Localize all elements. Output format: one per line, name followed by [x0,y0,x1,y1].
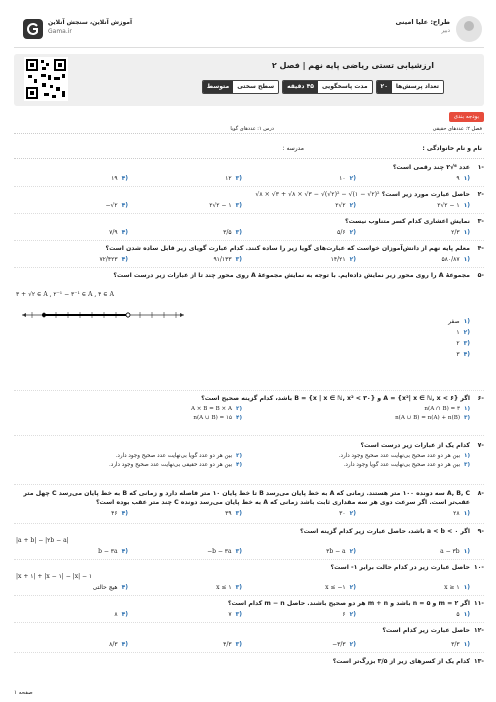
option-value: ۷/۹ [109,229,118,236]
options [14,406,484,424]
option-value: ۳۰ [339,510,346,517]
option-value: n(A ∪ B) = ۱۵ [193,415,233,421]
exam-info-box [14,54,484,106]
option-1[interactable]: (۱ ۵۸۰/۸۷ [441,256,470,263]
option-value: هیچ حالتی [92,584,118,591]
question-number: -۷ [477,442,484,449]
author-block [395,18,450,34]
question-text: A, B, C سه دونده ۱۰۰ متر هستند. زمانی که A به خط پایان می‌رسد B تا خط پایان ۱۰ متر فاصله دارد و زمانی که B به خط پایان می‌رسد C چهل متر عقب‌تر است. اگر سرعت دوی هر سه مقداری ثابت باشد زمانی که A به خط پایان می‌رسد دونده C چند متر عقب بوده است؟ [23,490,470,506]
divider [14,652,484,653]
divider [14,523,484,524]
option-value: ۵۸۰/۸۷ [441,256,460,263]
divider [14,186,484,187]
question-2 [14,190,484,209]
option-2[interactable]: (۲ ۳۰ [339,510,356,517]
question-math: √۸ × √۳ + √۸ × √۳ − √(√۲)² − √(۱ − √۲)² [255,191,380,198]
author-name: طراح: علیا امینی [395,18,450,26]
option-1[interactable]: (۱ ۵ [456,611,470,618]
option-2[interactable]: (۲ x ≤ −۱ [325,584,356,591]
header [14,12,484,48]
budget-lesson: درس ۱: عددهای گویا [230,126,274,132]
question-number: -۲ [477,191,484,198]
option-value: ۹۱/۱۳۳ [213,256,232,263]
option-value: ۶ [342,611,346,618]
question-text: اگر A = {x²| x ∈ ℕ, x < ۶} و B = {x | x ∈ ℕ, x² < ۳۰} باشد، کدام گزینه صحیح است؟ [201,395,470,402]
exam-page [14,12,484,692]
school-label: مدرسه : [282,145,304,152]
chip-value: ۴۵ دقیقه [283,81,318,93]
question-number: -۱۲ [473,627,484,634]
option-value: ۲√۲ − ۱ [437,202,460,209]
option-4[interactable]: (۴ ۳ [456,351,470,358]
page-footer: صفحه ۱ [14,690,33,696]
options [14,510,484,517]
option-3[interactable]: (۳ ۱۲ [225,175,242,182]
gama-logo-icon [22,18,44,40]
question-12 [14,626,484,648]
option-3[interactable]: (۳ x ≤ ۱ [216,584,242,591]
question-text: حاصل عبارت مورد زیر است؟ [381,191,470,198]
question-number: -۹ [477,528,484,535]
question-number: -۱۳ [473,658,484,665]
option-3[interactable]: (۳ ۲ [456,340,470,347]
question-number: -۱ [477,164,484,171]
option-3[interactable]: (۳ ۲√۲ − ۱ [209,202,242,209]
question-math: |x + ۱| + |x − ۱| − |x| − ۱ [16,573,93,580]
option-2[interactable]: (۲ ۳b − a [326,548,356,555]
option-4[interactable]: (۴ ۷۲/۴۲۳ [99,256,128,263]
option-3[interactable]: (۳ ۳/۵ [223,229,242,236]
option-value: ۷ [228,611,232,618]
options [14,641,484,648]
option-1[interactable]: (۱ بین هر دو عدد صحیح بی‌نهایت عدد صحیح وجود دارد. [338,453,470,459]
question-7 [14,441,484,471]
question-4 [14,244,484,263]
options [14,453,484,471]
option-2[interactable]: (۲ بین هر دو عدد گویا بی‌نهایت عدد صحیح وجود دارد. [115,453,242,459]
option-value: ۲/۳ [451,229,460,236]
budget-tag: بودجه بندی [449,112,484,122]
option-value: ۲√۲ [335,202,346,209]
option-3[interactable]: (۳ بین هر دو عدد صحیح بی‌نهایت عدد گویا وجود دارد. [343,462,470,468]
option-1[interactable]: (۱ x ≥ ۱ [444,584,470,591]
option-value: x ≤ −۱ [325,584,346,591]
question-number: -۴ [477,245,484,252]
option-4[interactable]: (۴ بین هر دو عدد حقیقی بی‌نهایت عدد صحیح وجود دارد. [108,462,242,468]
divider [14,240,484,241]
option-value: ۳/۵ [223,229,232,236]
option-value: صفر [448,318,460,325]
option-3[interactable]: (۳ ۴/۳ [223,641,242,648]
option-value: A × B = B × A [190,406,233,412]
author-sub: دبیر [441,28,450,34]
divider [14,622,484,623]
brand-block [48,19,132,35]
option-value: ۵ [456,611,460,618]
option-4[interactable]: (۴ ۸/۳ [109,641,128,648]
option-value: x ≤ ۱ [216,584,232,591]
options [14,548,484,555]
options [14,229,484,236]
question-text: عدد ⁶√۲ چند رقمی است؟ [392,164,470,171]
name-label: نام و نام خانوادگی : [422,145,482,152]
budget-chapter: فصل ۲: عددهای حقیقی [432,126,482,132]
question-number: -۶ [477,395,484,402]
option-4[interactable]: (۴ هیچ حالتی [92,584,128,591]
option-3[interactable]: (۳ n(A ∪ B) = n(A) + n(B) [395,415,470,421]
option-value: n(A ∩ B) = ۳ [424,406,461,412]
options [14,584,484,591]
student-info-row [14,139,484,159]
option-value: −√۲ [105,202,118,209]
option-2[interactable]: (۲ −۳/۳ [332,641,356,648]
option-4[interactable]: (۴ ۸ [114,611,128,618]
option-value: a − ۳b [440,548,460,555]
divider [14,484,484,485]
option-2[interactable]: (۲ ۵/۶ [337,229,356,236]
option-value: ۸/۳ [109,641,118,648]
question-math: |a + b| − |۲b − a| [16,537,69,544]
option-value: ۳b − a [326,548,346,555]
divider [14,390,484,391]
option-value: ۴۶ [111,510,118,517]
question-9 [14,527,484,555]
question-text: معلم پایه نهم از دانش‌آموزان خواست که عبارت‌های گویا زیر را ساده کنند. کدام عبارت گویای زیر قابل ساده شدن است؟ [105,245,470,252]
question-text: حاصل عبارت زیر کدام است؟ [382,627,470,634]
option-1[interactable]: (۱ ۲√۲ − ۱ [437,202,470,209]
option-4[interactable]: (۴ b − ۳a [98,548,128,555]
option-2[interactable]: (۲ A × B = B × A [190,406,242,412]
options [14,202,484,209]
question-text: حاصل عبارت زیر در کدام حالت برابر ۱- است؟ [330,564,470,571]
option-value: ۴/۳ [223,641,232,648]
option-value: ۲√۲ − ۱ [209,202,232,209]
divider [14,559,484,560]
option-1[interactable]: (۱ صفر [448,318,470,325]
option-value: ۳/۳ [451,641,460,648]
question-11 [14,599,484,618]
option-3[interactable]: (۳ ۳۹ [225,510,242,517]
chip-question-count [376,80,444,94]
divider [14,595,484,596]
option-3[interactable]: (۳ −b − ۳a [207,548,242,555]
question-13 [14,657,484,666]
option-4[interactable]: (۴ ۱۹ [111,175,128,182]
question-8 [14,489,484,517]
option-2[interactable]: (۲ ۱۴/۲۱ [330,256,356,263]
option-value: −b − ۳a [207,548,232,555]
option-2[interactable]: (۲ ۶ [342,611,356,618]
option-4[interactable]: (۴ ۷/۹ [109,229,128,236]
option-value: x ≥ ۱ [444,584,460,591]
option-1[interactable]: (۱ ۲۸ [453,510,470,517]
option-value: ۲۸ [453,510,460,517]
option-value: بین هر دو عدد حقیقی بی‌نهایت عدد صحیح وجود دارد. [108,462,233,468]
divider [14,213,484,214]
question-number: -۸ [477,490,484,497]
chip-duration [282,80,372,94]
qr-code-icon [24,57,68,101]
question-number: -۱۱ [473,600,484,607]
option-2[interactable]: (۲ ۱ [456,329,470,336]
question-text: کدام یک از کسرهای زیر از ۳/۵ بزرگ‌تر است؟ [332,658,470,665]
question-text: اگر a < b < ۰ باشد، حاصل عبارت زیر کدام گزینه است؟ [300,528,470,535]
option-4[interactable]: (۴ n(A ∪ B) = ۱۵ [193,415,242,421]
option-1[interactable]: (۱ ۲/۳ [451,229,470,236]
options [14,175,484,182]
exam-title: ارزشیابی تستی ریاضی پایه نهم | فصل ۲ [271,61,434,70]
exam-chips [202,80,444,94]
option-value: ۱۲ [225,175,232,182]
option-4[interactable]: (۴ −√۲ [105,202,128,209]
question-text: نمایش اعشاری کدام کسر متناوب نیست؟ [345,218,470,225]
number-line [18,303,188,327]
option-value: ۷۲/۴۲۳ [99,256,118,263]
chip-value: ۲۰ [377,81,392,93]
option-4[interactable]: (۴ ۴۶ [111,510,128,517]
option-value: ۸ [114,611,118,618]
options [14,611,484,618]
option-value: ۲ [456,340,460,347]
chip-difficulty [202,80,279,94]
question-number: -۵ [477,272,484,279]
question-number: -۳ [477,218,484,225]
option-value: بین هر دو عدد گویا بی‌نهایت عدد صحیح وجود دارد. [115,453,233,459]
brand-site[interactable]: Gama.ir [48,28,72,35]
options [14,256,484,263]
option-value: بین هر دو عدد صحیح بی‌نهایت عدد گویا وجود دارد. [343,462,461,468]
option-value: n(A ∪ B) = n(A) + n(B) [395,415,461,421]
chip-key: سطح سختی [233,81,278,93]
brand-name: آموزش آنلاین، سنجش آنلاین [48,19,133,26]
option-1[interactable]: (۱ a − ۳b [440,548,470,555]
option-value: ۳۹ [225,510,232,517]
option-value: بین هر دو عدد صحیح بی‌نهایت عدد صحیح وجود دارد. [338,453,461,459]
budget-bar [14,112,484,134]
question-5 [14,271,484,362]
divider [14,267,484,268]
chip-key: مدت پاسخگویی [318,81,372,93]
option-3[interactable]: (۳ ۹۱/۱۳۳ [213,256,242,263]
chip-key: تعداد پرسش‌ها [392,81,443,93]
question-text: مجموعهٔ A را روی محور زیر نمایش داده‌ایم. با توجه به نمایش مجموعهٔ A روی محور چند تا از عبارات زیر درست است؟ [113,272,470,279]
option-value: ۳ [456,351,460,358]
question-6 [14,394,484,424]
option-value: ۱ [456,329,460,336]
chip-value: متوسط [203,81,233,93]
option-1[interactable]: (۱ ۳/۳ [451,641,470,648]
option-1[interactable]: (۱ n(A ∩ B) = ۳ [424,406,470,412]
option-value: ۹ [456,175,460,182]
question-text: اگر ۲ = m و ۵ = n باشد و m + n هر دو صحیح باشند. حاصل m − n کدام است؟ [227,600,470,607]
option-value: b − ۳a [98,548,118,555]
question-text: کدام یک از عبارات زیر درست است؟ [360,442,470,449]
divider [14,435,484,436]
option-value: ۱۹ [111,175,118,182]
option-value: ۵/۶ [337,229,346,236]
option-2[interactable]: (۲ ۲√۲ [335,202,356,209]
question-3 [14,217,484,236]
option-2[interactable]: (۲ ۱۰ [339,175,356,182]
question-10 [14,563,484,591]
option-value: ۱۴/۲۱ [330,256,346,263]
option-value: ۱۰ [339,175,346,182]
option-value: −۳/۳ [332,641,346,648]
option-1[interactable]: (۱ ۹ [456,175,470,182]
option-3[interactable]: (۳ ۷ [228,611,242,618]
question-math: ۳ + √۲ ∈ A , ۲⁻¹ − ۳⁻¹ ∈ A , ۴ ∈ A [16,291,114,298]
avatar [456,16,482,42]
question-1 [14,163,484,182]
question-number: -۱۰ [473,564,484,571]
